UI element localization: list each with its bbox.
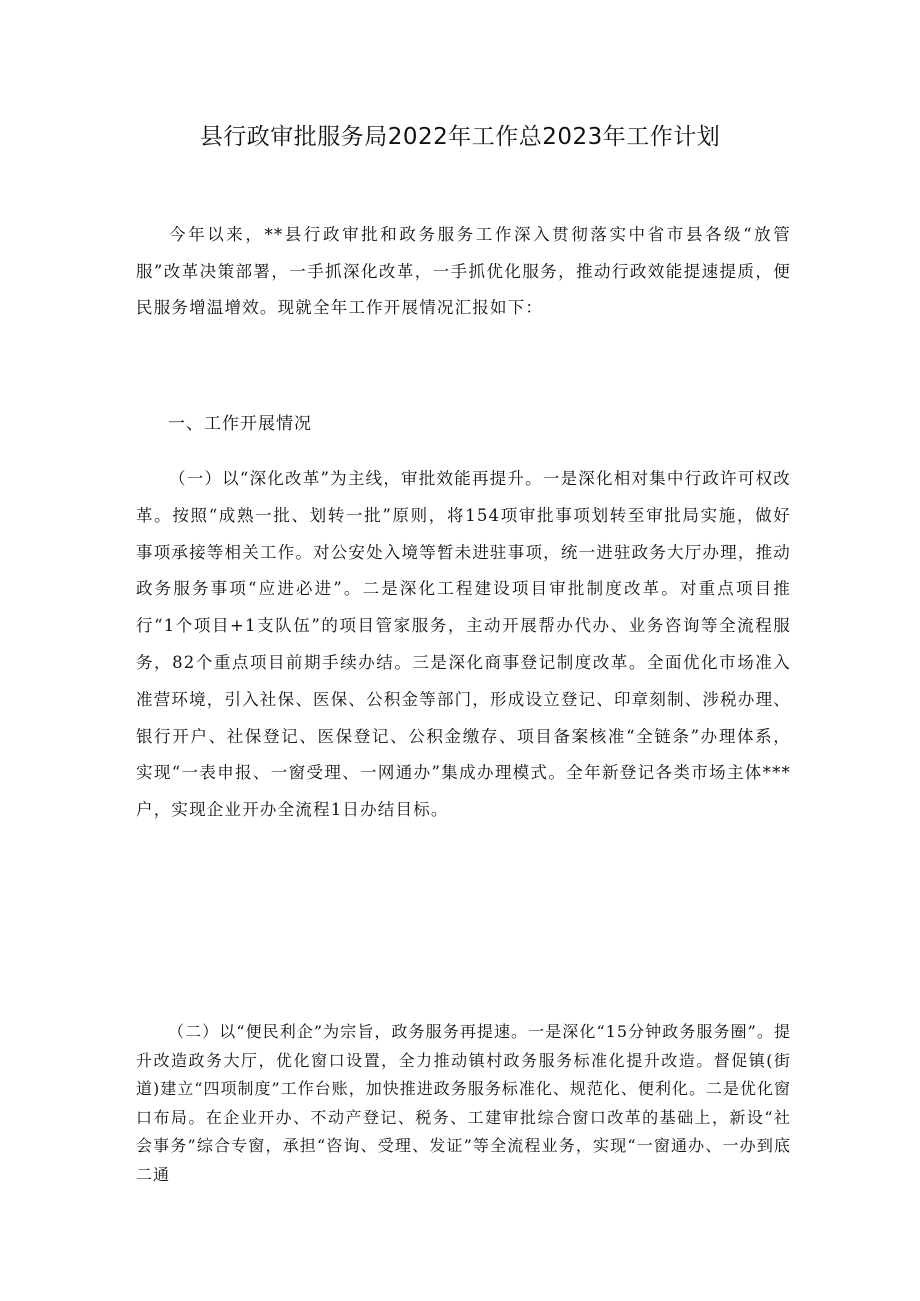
section-paragraph-1: （一）以“深化改革”为主线，审批效能再提升。一是深化相对集中行政许可权改革。按照“成熟一批、划转一批”原则，将154项审批事项划转至审批局实施，做好事项承接等相关工作。对公安处入境等暂未进驻事项，统一进驻政务大厅办理，推动政务服务事项“应进必进”。二是深化工程建设项目审批制度改革。对重点项目推行“1个项目+1支队伍”的项目管家服务，主动开展帮办代办、业务咨询等全流程服务，82个重点项目前期手续办结。三是深化商事登记制度改革。全面优化市场准入准营环境，引入社保、医保、公积金等部门，形成设立登记、印章刻制、涉税办理、银行开户、社保登记、医保登记、公积金缴存、项目备案核准“全链条”办理体系，实现“一表申报、一窗受理、一网通办”集成办理模式。全年新登记各类市场主体***户，实现企业开办全流程1日办结目标。 — [136, 469, 791, 820]
section-paragraph-2: （二）以“便民利企”为宗旨，政务服务再提速。一是深化“15分钟政务服务圈”。提升改造政务大厅，优化窗口设置，全力推动镇村政务服务标准化提升改造。督促镇(街道)建立“四项制度”工作台账，加快推进政务服务标准化、规范化、便利化。二是优化窗口布局。在企业开办、不动产登记、税务、工建审批综合窗口改革的基础上，新设“社会事务”综合专窗，承担“咨询、受理、发证”等全流程业务，实现“一窗通办、一办到底二通 — [136, 1022, 791, 1184]
document-title: 县行政审批服务局2022年工作总2023年工作计划 — [199, 124, 721, 150]
section-heading: 一、工作开展情况 — [168, 414, 312, 434]
intro-paragraph: 今年以来，**县行政审批和政务服务工作深入贯彻落实中省市县各级“放管服”改革决策部署，一手抓深化改革，一手抓优化服务，推动行政效能提速提质，便民服务增温增效。现就全年工作开展情况汇报如下： — [136, 225, 791, 317]
